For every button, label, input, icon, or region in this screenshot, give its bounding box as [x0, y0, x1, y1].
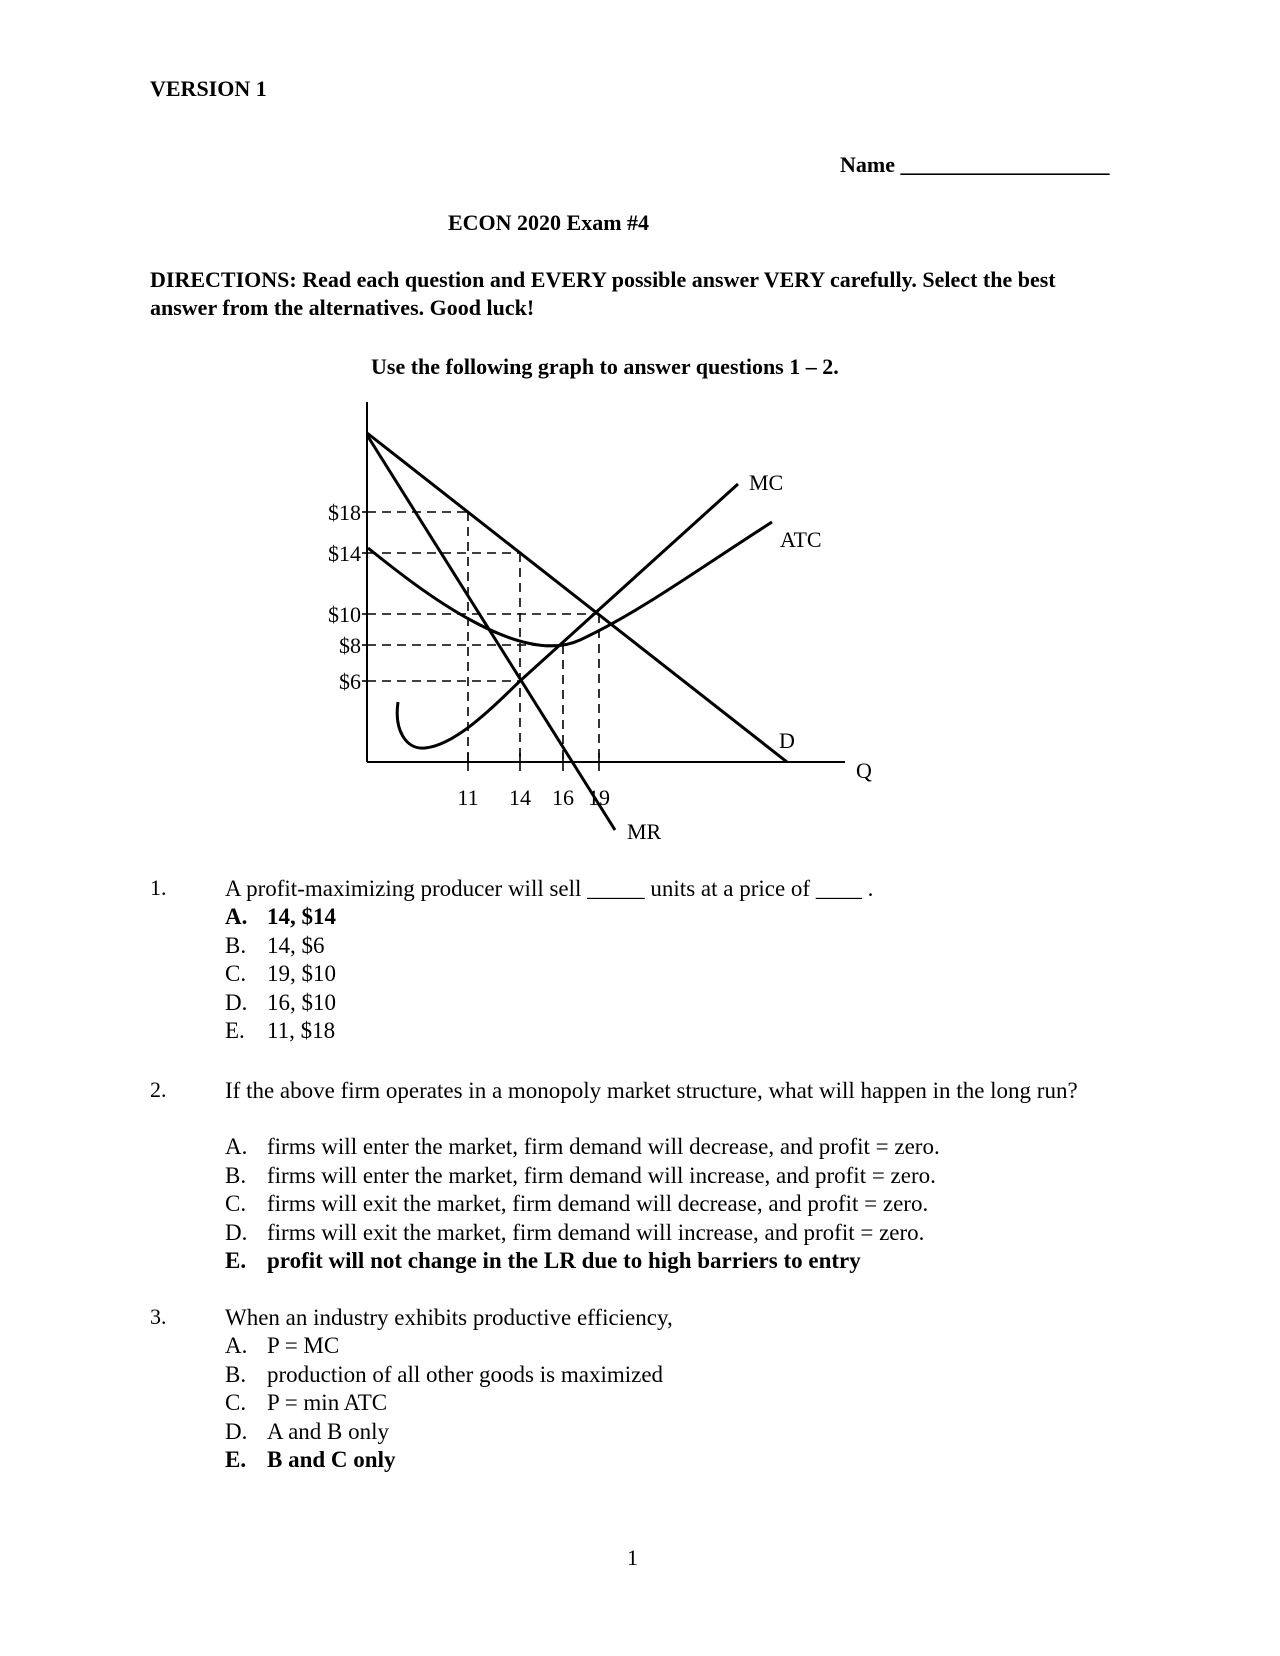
- question-2-text: If the above firm operates in a monopoly market structure, what will happen in the long run?: [225, 1078, 1078, 1103]
- curve-label-atc: ATC: [780, 527, 822, 552]
- option-text: firms will exit the market, firm demand will decrease, and profit = zero.: [267, 1191, 929, 1217]
- question-3-text: When an industry exhibits productive efficiency,: [225, 1305, 673, 1330]
- option-letter: B.: [225, 1162, 247, 1188]
- option-text: 11, $18: [267, 1018, 336, 1044]
- quantity-tick-label: 16: [552, 785, 574, 810]
- question-2-option-c[interactable]: [225, 1190, 940, 1219]
- exam-title: ECON 2020 Exam #4: [448, 210, 650, 235]
- option-text: 14, $14: [267, 904, 336, 929]
- option-letter: B.: [225, 1361, 247, 1387]
- price-tick-label: $10: [328, 602, 361, 627]
- question-3-option-d[interactable]: [225, 1418, 663, 1447]
- question-1-option-b[interactable]: [225, 932, 336, 961]
- option-text: firms will enter the market, firm demand will increase, and profit = zero.: [267, 1162, 936, 1188]
- page-number: 1: [627, 1545, 638, 1570]
- question-3-option-b[interactable]: [225, 1361, 663, 1390]
- question-1-option-c[interactable]: [225, 960, 336, 989]
- option-text: production of all other goods is maximized: [267, 1361, 664, 1387]
- price-tick-label: $8: [339, 633, 361, 658]
- option-letter: A.: [225, 1333, 248, 1358]
- question-3-options: [225, 1332, 663, 1475]
- price-tick-label: $18: [328, 500, 361, 525]
- option-letter: A.: [225, 904, 248, 929]
- price-tick-label: $6: [339, 669, 361, 694]
- question-1-option-e[interactable]: [225, 1017, 336, 1046]
- option-letter: A.: [225, 1134, 248, 1159]
- option-letter: C.: [225, 961, 247, 987]
- curve-label-mr: MR: [627, 819, 662, 844]
- curve-label-d: D: [779, 728, 795, 753]
- option-text: 19, $10: [267, 961, 336, 987]
- option-text: firms will enter the market, firm demand will decrease, and profit = zero.: [267, 1134, 940, 1159]
- option-text: A and B only: [267, 1418, 390, 1444]
- option-letter: C.: [225, 1191, 247, 1217]
- question-3-number: 3.: [150, 1304, 167, 1329]
- marginal-revenue-curve: [367, 435, 615, 830]
- question-2-options: [225, 1133, 940, 1276]
- option-letter: D.: [225, 1219, 248, 1245]
- directions-text: DIRECTIONS: Read each question and EVERY possible answer VERY carefully. Select the best answer from the alternatives. Good luck!: [150, 267, 1056, 320]
- question-1-option-a[interactable]: [225, 903, 336, 932]
- option-text: P = MC: [267, 1333, 340, 1358]
- option-letter: E.: [225, 1018, 245, 1044]
- question-1-options: [225, 903, 336, 1046]
- q-axis-label: Q: [856, 758, 872, 783]
- option-letter: B.: [225, 932, 247, 958]
- quantity-tick-label: 14: [509, 785, 531, 810]
- option-letter: D.: [225, 989, 248, 1015]
- graph-instruction: Use the following graph to answer questions 1 – 2.: [371, 354, 839, 379]
- version-label: VERSION 1: [150, 76, 267, 101]
- option-text: B and C only: [267, 1447, 396, 1473]
- option-letter: E.: [225, 1447, 247, 1473]
- curve-label-mc: MC: [749, 470, 784, 495]
- price-tick-label: $14: [328, 541, 361, 566]
- quantity-tick-label: 19: [588, 785, 610, 810]
- question-2-option-d[interactable]: [225, 1219, 940, 1248]
- question-3-option-e[interactable]: [225, 1446, 663, 1475]
- option-text: firms will exit the market, firm demand will increase, and profit = zero.: [267, 1219, 925, 1245]
- option-text: P = min ATC: [267, 1390, 388, 1416]
- question-3-option-c[interactable]: [225, 1389, 663, 1418]
- marginal-cost-curve: [397, 484, 738, 748]
- option-letter: D.: [225, 1418, 248, 1444]
- option-text: 16, $10: [267, 989, 336, 1015]
- question-2-number: 2.: [150, 1077, 167, 1102]
- average-total-cost-curve: [368, 522, 772, 646]
- question-2-option-b[interactable]: [225, 1162, 940, 1191]
- question-1-option-d[interactable]: [225, 989, 336, 1018]
- demand-curve: [367, 433, 787, 762]
- option-letter: E.: [225, 1248, 247, 1274]
- question-2-option-a[interactable]: [225, 1133, 940, 1162]
- question-3-option-a[interactable]: [225, 1332, 663, 1361]
- option-text: 14, $6: [267, 932, 325, 958]
- quantity-tick-label: 11: [457, 785, 479, 810]
- option-text: profit will not change in the LR due to high barriers to entry: [267, 1248, 861, 1274]
- question-2-option-e[interactable]: [225, 1247, 940, 1276]
- question-1-text: A profit-maximizing producer will sell _____ units at a price of ____ .: [225, 876, 874, 901]
- name-field-label: Name ___________________: [840, 152, 1110, 177]
- option-letter: C.: [225, 1390, 247, 1416]
- question-1-number: 1.: [150, 875, 167, 900]
